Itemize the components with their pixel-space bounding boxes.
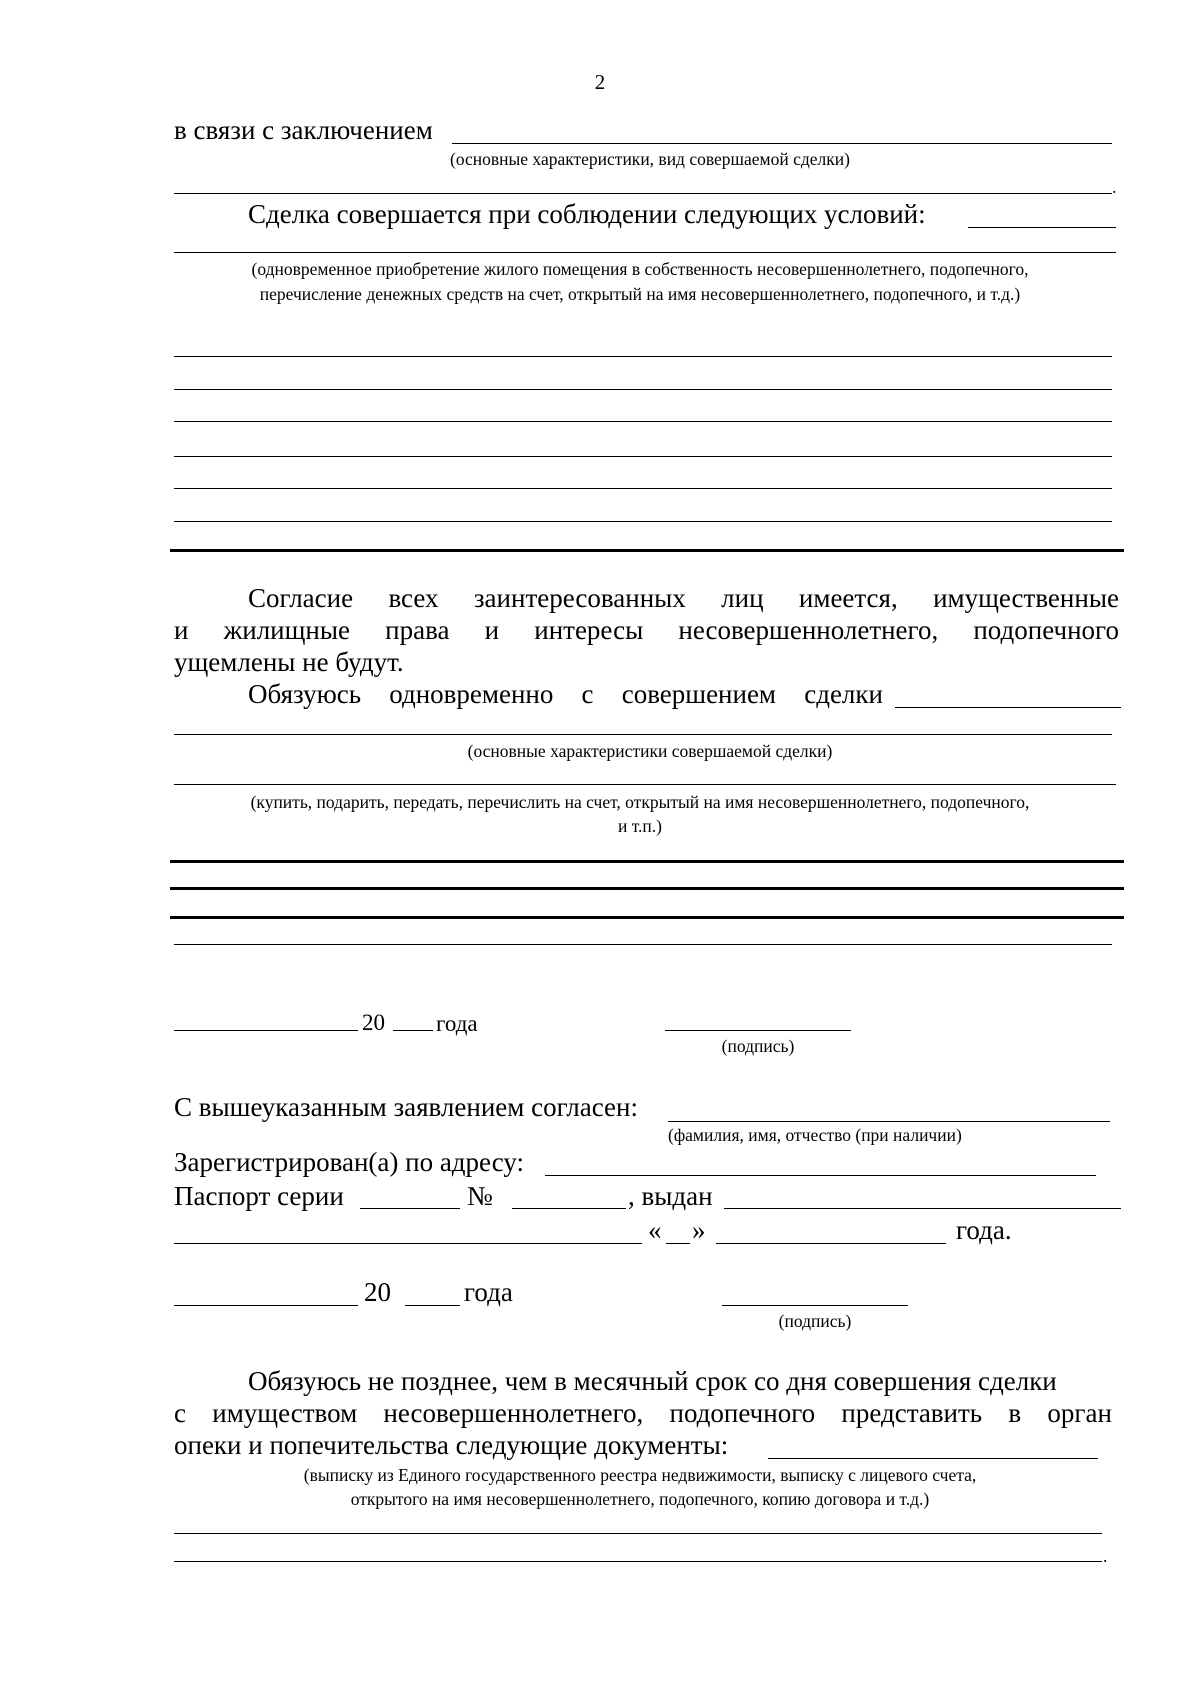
passport-issued-by-line-2[interactable] xyxy=(174,1243,642,1244)
date-2-year-line[interactable] xyxy=(405,1305,460,1306)
documents-word: орган xyxy=(1047,1398,1112,1428)
passport-quote-close: » xyxy=(692,1215,706,1245)
documents-word: представить xyxy=(841,1398,983,1428)
conditions-line-5[interactable] xyxy=(174,488,1112,489)
passport-year-word: года. xyxy=(956,1215,1012,1245)
date-1-year-prefix: 20 xyxy=(362,1010,385,1035)
documents-line-1: Обязуюсь не позднее, чем в месячный срок со дня совершения сделки xyxy=(248,1366,1057,1396)
documents-caption-line1: (выписку из Единого государственного реестра недвижимости, выписку с лицевого счета, xyxy=(303,1465,977,1485)
documents-word: подопечного xyxy=(669,1398,816,1428)
passport-quote-open: « xyxy=(648,1215,662,1245)
consent-word: подопечного xyxy=(973,615,1119,645)
consent-word: права xyxy=(385,615,450,645)
consent-word: имущественные xyxy=(933,583,1119,613)
date-2-day-line[interactable] xyxy=(174,1305,358,1306)
conditions-fill-line[interactable] xyxy=(174,252,1116,253)
passport-series-line[interactable] xyxy=(360,1208,460,1209)
conditions-caption-line1: (одновременное приобретение жилого помещения в собственность несовершеннолетнего, подопечного, xyxy=(251,259,1029,279)
obligation-line-1[interactable] xyxy=(170,860,1124,863)
consent-word: Согласие xyxy=(248,583,354,613)
agreement-name-line[interactable] xyxy=(668,1121,1110,1122)
obligation-caption-1: (основные характеристики совершаемой сделки) xyxy=(467,741,833,761)
conditions-line-4[interactable] xyxy=(174,456,1112,457)
documents-word: с xyxy=(174,1398,186,1428)
obligation-line xyxy=(248,678,883,710)
obligation-word: совершением xyxy=(621,679,777,709)
obligation-line-4[interactable] xyxy=(174,944,1112,945)
passport-label: Паспорт серии xyxy=(174,1181,344,1211)
conditions-line-6[interactable] xyxy=(174,521,1112,522)
documents-fill-line[interactable] xyxy=(768,1458,1098,1459)
documents-word: в xyxy=(1008,1398,1022,1428)
consent-word: заинтересованных xyxy=(473,583,686,613)
obligation-word: Обязуюсь xyxy=(248,679,362,709)
intro-fill-line-2[interactable] xyxy=(174,193,1112,194)
conditions-line-1[interactable] xyxy=(174,356,1112,357)
obligation-word: сделки xyxy=(804,679,883,709)
consent-word: и xyxy=(484,615,500,645)
conditions-heading: Сделка совершается при соблюдении следующих условий: xyxy=(248,199,926,229)
conditions-caption-line2: перечисление денежных средств на счет, открытый на имя несовершеннолетнего, подопечного, и т.д.) xyxy=(259,284,1021,304)
documents-line-a[interactable] xyxy=(174,1533,1102,1534)
documents-caption-line2: открытого на имя несовершеннолетнего, подопечного, копию договора и т.д.) xyxy=(350,1489,930,1509)
obligation-caption-2-line2: и т.п.) xyxy=(617,816,662,836)
documents-line-2 xyxy=(174,1397,1112,1429)
intro-caption: (основные характеристики, вид совершаемой сделки) xyxy=(450,149,850,169)
consent-word: имеется, xyxy=(798,583,898,613)
obligation-word: одновременно xyxy=(389,679,554,709)
consent-word: интересы xyxy=(534,615,644,645)
obligation-word: с xyxy=(581,679,594,709)
conditions-line-3[interactable] xyxy=(174,421,1112,422)
agreement-label: С вышеуказанным заявлением согласен: xyxy=(174,1092,638,1122)
documents-end-dot: . xyxy=(1103,1546,1108,1566)
passport-day-line[interactable] xyxy=(666,1243,690,1244)
conditions-line-2[interactable] xyxy=(174,389,1112,390)
date-1-year-suffix: года xyxy=(436,1011,478,1036)
date-1-signature-line[interactable] xyxy=(665,1030,851,1031)
consent-word: и xyxy=(174,615,189,645)
consent-line-3: ущемлены не будут. xyxy=(174,647,404,677)
consent-line-1 xyxy=(248,582,1119,614)
documents-word: несовершеннолетнего, xyxy=(383,1398,644,1428)
registered-address-line[interactable] xyxy=(545,1175,1096,1176)
date-1-day-line[interactable] xyxy=(174,1030,358,1031)
obligation-caption-2-line1: (купить, подарить, передать, перечислить на счет, открытый на имя несовершеннолетнего, подопечного, xyxy=(250,792,1030,812)
conditions-line-7[interactable] xyxy=(170,549,1124,552)
consent-word: несовершеннолетнего, xyxy=(678,615,939,645)
obligation-line-2[interactable] xyxy=(170,887,1124,890)
agreement-caption: (фамилия, имя, отчество (при наличии) xyxy=(668,1125,962,1145)
consent-word: лиц xyxy=(721,583,764,613)
conditions-heading-fill-line[interactable] xyxy=(968,227,1116,228)
consent-word: всех xyxy=(388,583,439,613)
date-1-year-line[interactable] xyxy=(393,1030,433,1031)
date-2-signature-caption: (подпись) xyxy=(778,1311,852,1331)
consent-word: жилищные xyxy=(223,615,351,645)
page-number: 2 xyxy=(594,70,606,94)
passport-number-line[interactable] xyxy=(512,1208,626,1209)
intro-label: в связи с заключением xyxy=(174,115,433,145)
date-2-signature-line[interactable] xyxy=(722,1305,908,1306)
passport-issued-by-line[interactable] xyxy=(724,1208,1121,1209)
registered-label: Зарегистрирован(а) по адресу: xyxy=(174,1147,524,1177)
documents-line-b[interactable] xyxy=(174,1561,1102,1562)
documents-word: имуществом xyxy=(212,1398,358,1428)
obligation-fill-line-3[interactable] xyxy=(174,784,1116,785)
passport-issued-label: , выдан xyxy=(628,1181,713,1211)
obligation-line-3[interactable] xyxy=(170,916,1124,919)
passport-number-label: № xyxy=(467,1181,493,1211)
date-2-year-suffix: года xyxy=(464,1277,513,1307)
obligation-fill-line[interactable] xyxy=(895,707,1121,708)
documents-line-3: опеки и попечительства следующие документы: xyxy=(174,1430,729,1460)
intro-end-dot: . xyxy=(1112,177,1117,197)
date-2-year-prefix: 20 xyxy=(364,1277,391,1307)
obligation-fill-line-2[interactable] xyxy=(174,734,1112,735)
consent-line-2 xyxy=(174,614,1119,646)
intro-fill-line[interactable] xyxy=(452,143,1112,144)
passport-month-year-line[interactable] xyxy=(716,1243,946,1244)
date-1-signature-caption: (подпись) xyxy=(721,1036,795,1056)
